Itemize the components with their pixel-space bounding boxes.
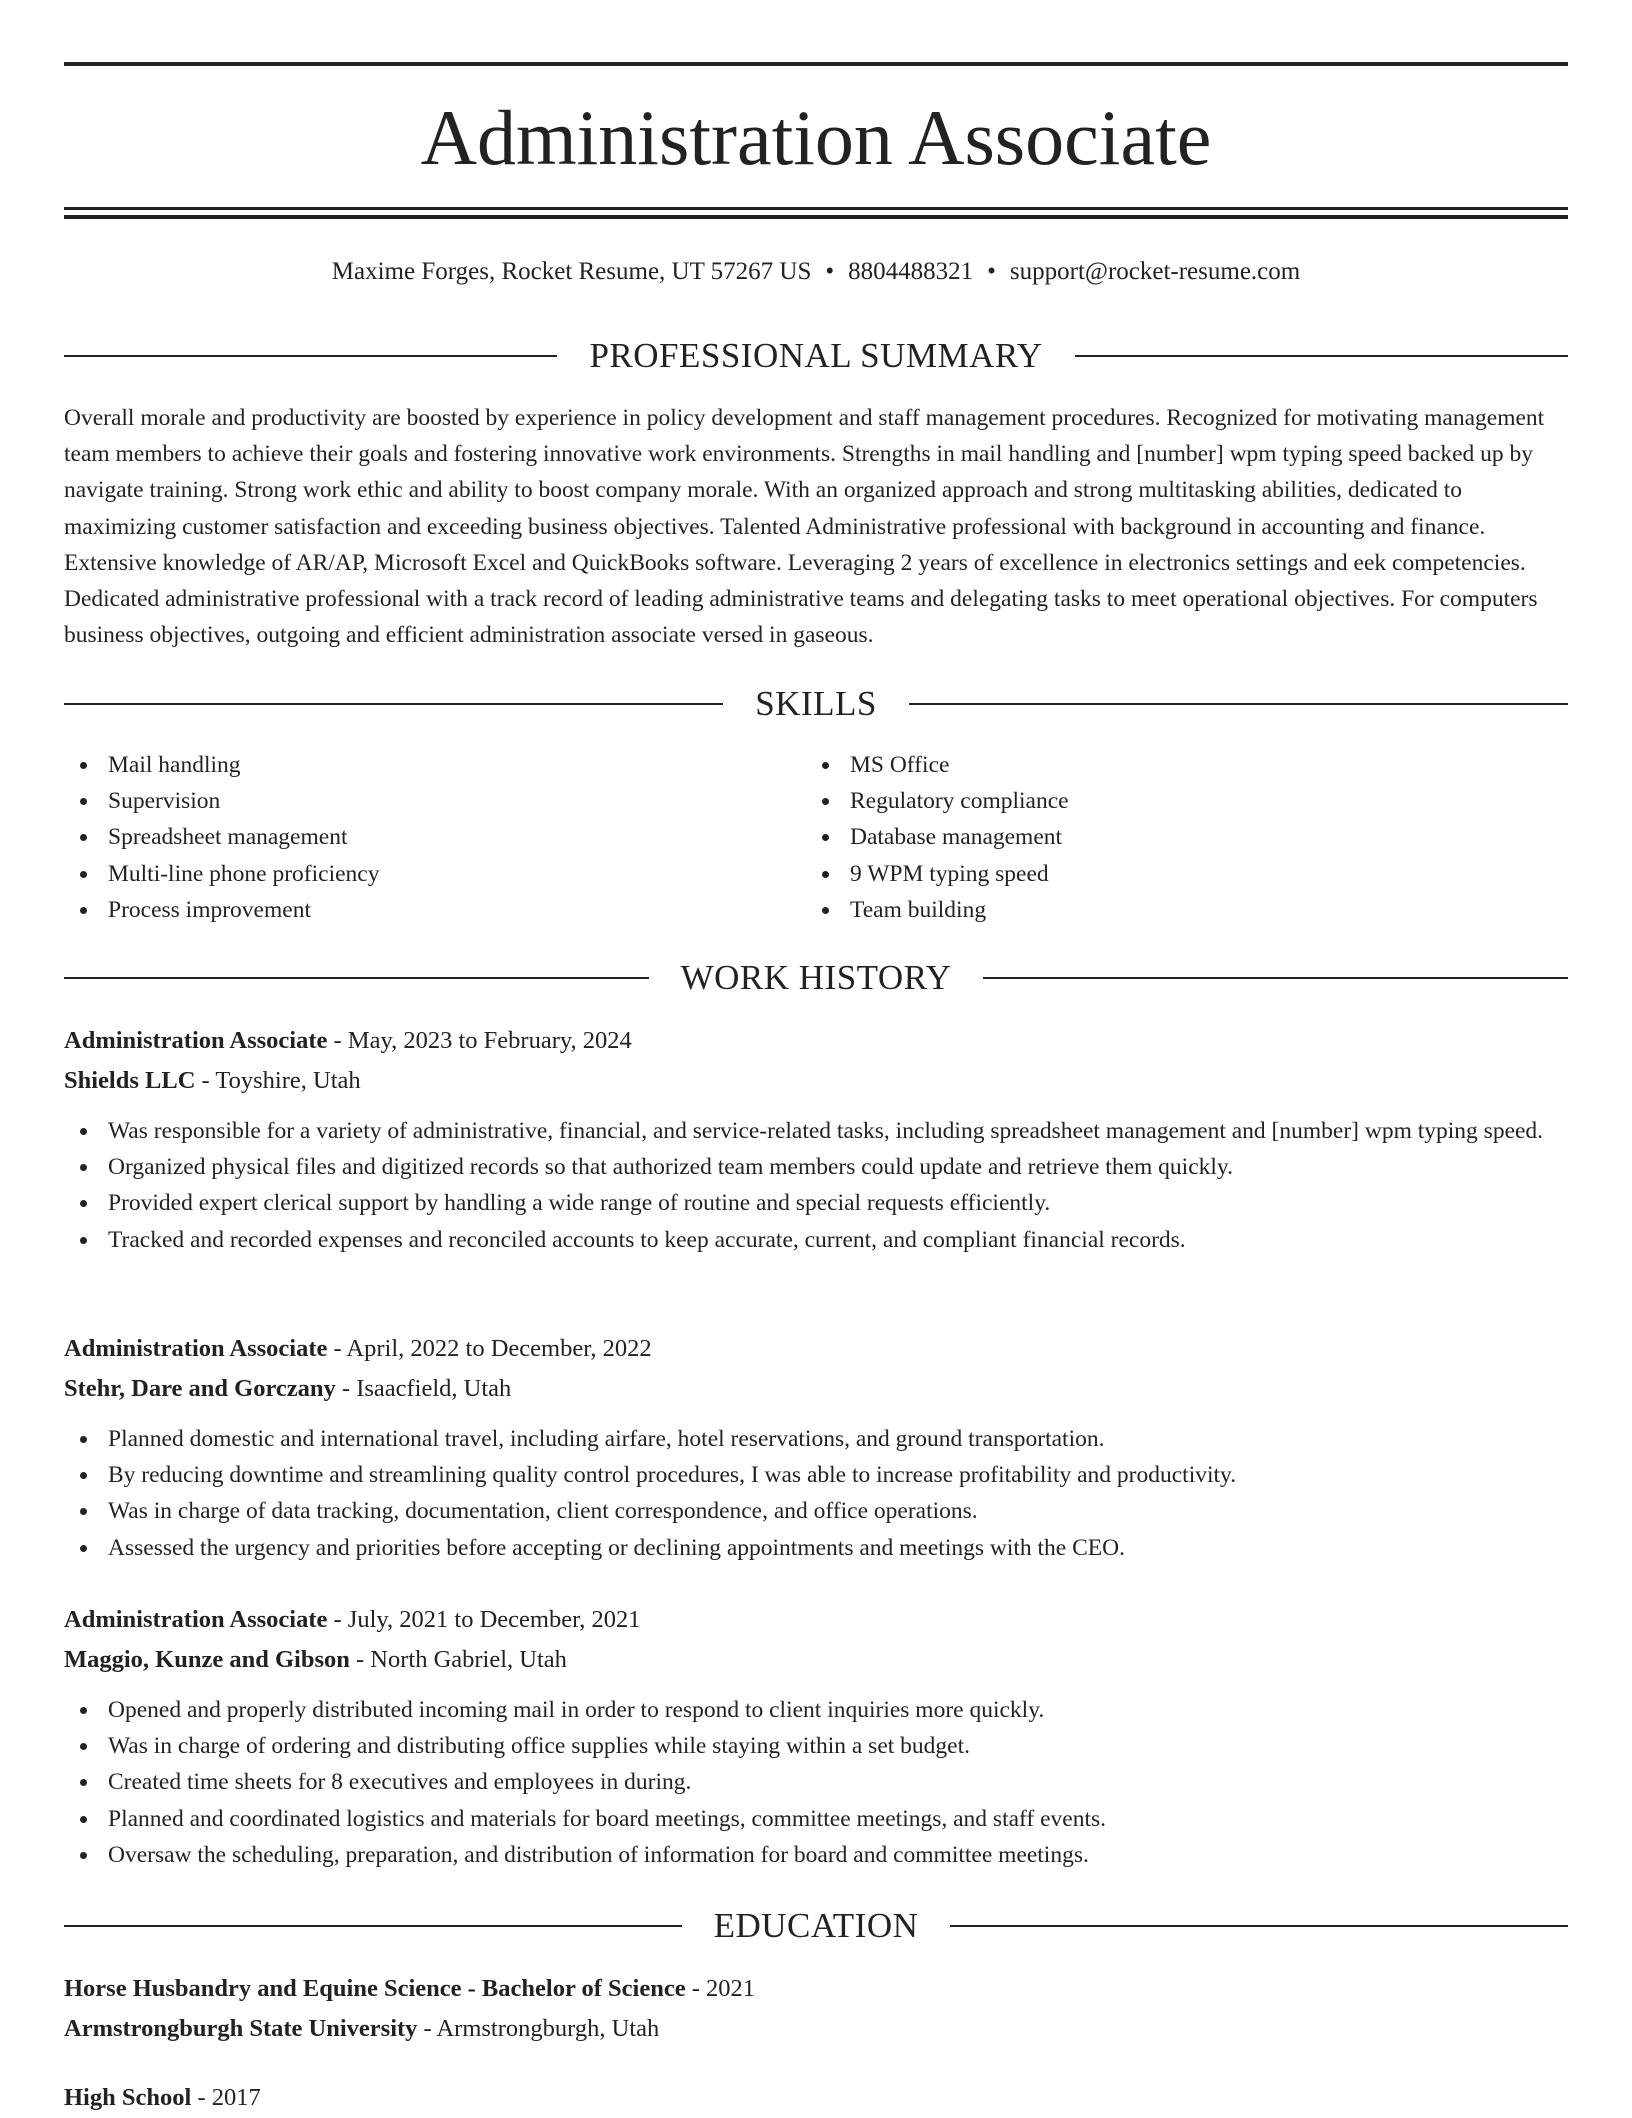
- education-entry: [64, 2078, 1568, 2118]
- job-location: - Toyshire, Utah: [195, 1067, 361, 1094]
- job-company: Stehr, Dare and Gorczany: [64, 1375, 336, 1402]
- job-entry: [64, 1600, 1568, 1873]
- skill-item: Supervision: [64, 783, 764, 819]
- contact-address: Maxime Forges, Rocket Resume, UT 57267 US: [331, 258, 812, 285]
- job-location: - North Gabriel, Utah: [349, 1646, 567, 1673]
- education-year: - 2017: [191, 2084, 261, 2111]
- education-degree: High School: [64, 2084, 192, 2111]
- contact-separator: •: [987, 258, 996, 285]
- job-bullet: Provided expert clerical support by handling a wide range of routine and special requests efficiently.: [64, 1185, 1568, 1221]
- job-entry: [64, 1021, 1568, 1258]
- job-bullet: Tracked and recorded expenses and reconciled accounts to keep accurate, current, and compliant financial records.: [64, 1222, 1568, 1258]
- job-bullet: Was in charge of ordering and distributing office supplies while staying within a set budget.: [64, 1728, 1568, 1764]
- job-company: Maggio, Kunze and Gibson: [64, 1646, 350, 1673]
- skills-heading-label: SKILLS: [755, 684, 877, 723]
- work-history-heading-label: WORK HISTORY: [680, 958, 952, 997]
- title-rule-upper: [64, 207, 1568, 210]
- top-rule: [64, 62, 1568, 66]
- heading-rule: [909, 703, 1568, 705]
- skill-item: Regulatory compliance: [806, 783, 1506, 819]
- skill-item: Database management: [806, 819, 1506, 855]
- job-bullet: Opened and properly distributed incoming mail in order to respond to client inquiries more quickly.: [64, 1692, 1568, 1728]
- skill-item: MS Office: [806, 747, 1506, 783]
- job-bullet: Was responsible for a variety of administrative, financial, and service-related tasks, including spreadsheet management and [number] wpm typing speed.: [64, 1113, 1568, 1149]
- education-entry: [64, 1969, 1568, 2049]
- job-bullet: By reducing downtime and streamlining quality control procedures, I was able to increase profitability and productivity.: [64, 1457, 1568, 1493]
- job-dates: - May, 2023 to February, 2024: [327, 1027, 632, 1054]
- education-heading-label: EDUCATION: [713, 1906, 919, 1945]
- job-bullet: Planned domestic and international travel, including airfare, hotel reservations, and ground transportation.: [64, 1421, 1568, 1457]
- skill-item: 9 WPM typing speed: [806, 856, 1506, 892]
- education-degree: Horse Husbandry and Equine Science - Bachelor of Science: [64, 1975, 686, 2002]
- job-bullet: Organized physical files and digitized records so that authorized team members could update and retrieve them quickly.: [64, 1149, 1568, 1185]
- job-bullet: Was in charge of data tracking, documentation, client correspondence, and office operations.: [64, 1493, 1568, 1529]
- education-degree-line: [64, 2078, 1568, 2118]
- contact-separator: •: [825, 258, 835, 285]
- heading-rule: [950, 1925, 1568, 1927]
- job-company-line: [64, 1369, 1568, 1409]
- education-heading: [64, 1904, 1568, 1948]
- resume-title: Administration Associate: [420, 94, 1212, 181]
- education-location: - Armstrongburgh, Utah: [417, 2015, 660, 2042]
- heading-rule: [64, 977, 649, 979]
- job-company: Shields LLC: [64, 1067, 196, 1094]
- job-dates: - July, 2021 to December, 2021: [327, 1606, 641, 1633]
- job-location: - Isaacfield, Utah: [335, 1375, 512, 1402]
- job-entry: [64, 1329, 1568, 1566]
- contact-line: [64, 254, 1568, 290]
- job-title: Administration Associate: [64, 1606, 328, 1633]
- job-bullet: Planned and coordinated logistics and materials for board meetings, committee meetings, and staff events.: [64, 1801, 1568, 1837]
- job-bullets: [64, 1113, 1568, 1258]
- summary-heading-label: PROFESSIONAL SUMMARY: [589, 336, 1043, 375]
- education-year: - 2021: [685, 1975, 756, 2002]
- education-school-line: [64, 2009, 1568, 2049]
- education-school: Armstrongburgh State University: [64, 2015, 418, 2042]
- job-company-line: [64, 1061, 1568, 1101]
- skills-list-left: [64, 747, 764, 928]
- skills-list-right: [806, 747, 1506, 928]
- job-dates: - April, 2022 to December, 2022: [327, 1335, 652, 1362]
- skill-item: Process improvement: [64, 892, 764, 928]
- job-title: Administration Associate: [64, 1027, 328, 1054]
- work-history-heading: [64, 956, 1568, 1000]
- job-bullet: Created time sheets for 8 executives and employees in during.: [64, 1764, 1568, 1800]
- title-rule-lower: [64, 215, 1568, 219]
- heading-rule: [64, 355, 557, 357]
- skill-item: Spreadsheet management: [64, 819, 764, 855]
- job-company-line: [64, 1640, 1568, 1680]
- skill-item: Mail handling: [64, 747, 764, 783]
- heading-rule: [64, 1925, 682, 1927]
- heading-rule: [1075, 355, 1568, 357]
- job-bullet: Assessed the urgency and priorities before accepting or declining appointments and meetings with the CEO.: [64, 1530, 1568, 1566]
- job-bullets: [64, 1421, 1568, 1566]
- summary-text: Overall morale and productivity are boosted by experience in policy development and staff management procedures. Recognized for motivating management team members to achieve their goals and fostering innovative work environments. Strengths in mail handling and [number] wpm typing speed backed up by navigate training. Strong work ethic and ability to boost company morale. With an organized approach and strong multitasking abilities, dedicated to maximizing customer satisfaction and exceeding business objectives. Talented Administrative professional with background in accounting and finance. Extensive knowledge of AR/AP, Microsoft Excel and QuickBooks software. Leveraging 2 years of excellence in electronics settings and eek competencies. Dedicated administrative professional with a track record of leading administrative teams and delegating tasks to meet operational objectives. For computers business objectives, outgoing and efficient administration associate versed in gaseous.: [64, 405, 1545, 649]
- job-title-line: [64, 1600, 1568, 1640]
- contact-phone: 8804488321: [848, 258, 974, 285]
- job-title-line: [64, 1021, 1568, 1061]
- skills-heading: [64, 682, 1568, 726]
- education-degree-line: [64, 1969, 1568, 2009]
- job-bullet: Oversaw the scheduling, preparation, and distribution of information for board and committee meetings.: [64, 1837, 1568, 1873]
- summary-heading: [64, 334, 1568, 378]
- job-title: Administration Associate: [64, 1335, 328, 1362]
- skill-item: Team building: [806, 892, 1506, 928]
- skill-item: Multi-line phone proficiency: [64, 856, 764, 892]
- heading-rule: [64, 703, 723, 705]
- job-title-line: [64, 1329, 1568, 1369]
- contact-email: support@rocket-resume.com: [1009, 258, 1301, 285]
- job-bullets: [64, 1692, 1568, 1873]
- heading-rule: [983, 977, 1568, 979]
